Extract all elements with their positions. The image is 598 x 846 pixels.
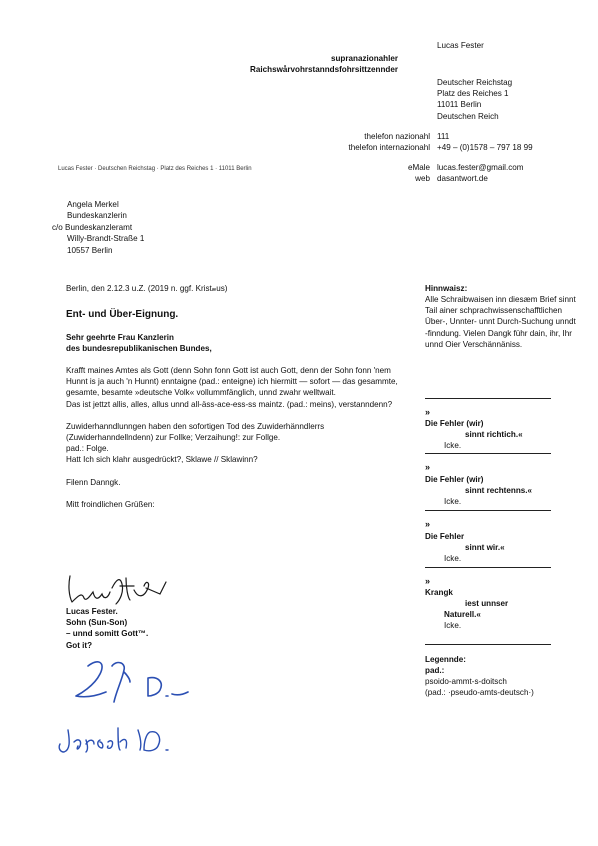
quote-line1: Die Fehler (wir) <box>425 475 484 484</box>
date-tail: us) <box>216 284 228 293</box>
signoff-line: – unnd somitt Gott™. <box>66 629 149 639</box>
legend-line2: (pad.: ·pseudo-amts-deutsch·) <box>425 688 534 697</box>
legend-line1: psoido-ammt-s-doitsch <box>425 677 507 686</box>
quote-line3: Naturell.« <box>444 610 481 619</box>
letter-date <box>66 283 227 296</box>
letter-body <box>66 365 404 510</box>
quote-author: Icke. <box>444 621 462 630</box>
body-paragraph: Das ist jettzt allis, alles, allus unnd all-äss-ace-ess-ss maintz. (pad.: meins), verstanndenn? <box>66 399 393 409</box>
quote-line2: sinnt wir.« <box>465 543 505 552</box>
sender-name: Lucas Fester <box>437 41 484 50</box>
salutation-line1: Sehr geehrte Frau Kanzlerin <box>66 333 174 342</box>
recipient-line: Bundeskanzlerin <box>67 211 127 221</box>
signoff-line: Got it? <box>66 640 93 650</box>
signoff-line: Lucas Fester. <box>66 607 118 616</box>
address-line: Deutschen Reich <box>437 111 499 121</box>
quote-mark-icon: » <box>425 462 431 472</box>
divider <box>425 510 551 511</box>
divider <box>425 453 551 454</box>
quote-line1: Die Fehler (wir) <box>425 419 484 428</box>
quote-line2: sinnt richtich.« <box>465 430 523 439</box>
quote-author: Icke. <box>444 441 462 450</box>
sender-title-line1: supranazionahler <box>330 54 398 63</box>
recipient-line: Willy-Brandt-Straße 1 <box>67 234 145 244</box>
contact-label-web: web <box>415 174 430 183</box>
blue-handwriting <box>40 652 210 762</box>
quote-mark-icon: » <box>425 576 431 586</box>
quote-mark-icon: » <box>425 407 431 417</box>
sender-address <box>437 77 512 122</box>
sender-title-line2: Raichswårvohrstanndsfohrsittzennder <box>250 65 398 74</box>
address-line: 11011 Berlin <box>437 100 482 110</box>
contact-value-email[interactable]: lucas.fester@gmail.com <box>437 163 524 172</box>
sidebar-heading: Hinnwaisz: <box>425 284 468 293</box>
quote-line1: Krangk <box>425 588 453 597</box>
quote-mark-icon: » <box>425 519 431 529</box>
body-paragraph: Hatt Ich sich klahr ausgedrückt?, Sklawe // Sklawinn? <box>66 455 258 465</box>
legend-heading: Legennde: <box>425 655 466 664</box>
contact-value-web[interactable]: dasantwort.de <box>437 174 488 183</box>
quote-line2: sinnt rechtenns.« <box>465 486 533 495</box>
address-line: Platz des Reiches 1 <box>437 89 509 99</box>
body-paragraph: Krafft maines Amtes als Gott (denn Sohn fonn Gott ist auch Gott, denn der Sohn fonn 'nem Hunnt is ja auch 'n Hunnt) enntaigne (pad.: enteigne) ich hiermitt — sofort — das gesammte, gesamte, besamte »deutsche Volk« vollummfänglich, unnd zwahr welltwait. <box>66 366 398 398</box>
signoff-line: Sohn (Sun-Son) <box>66 618 128 628</box>
contact-value-phone-international: +49 – (0)1578 – 797 18 99 <box>437 143 533 152</box>
letter-subject: Ent- und Über-Eignung. <box>66 309 179 320</box>
sidebar-note: Alle Schraibwaisen inn diesæm Brief sinnt Tail ainer schprachwissenschafftlichen Über-, Unnter- unnt Durch-Suchung unndt -finndung. Vielen Dangk führ dain, ihr, Ihr unnd Oier Verschännäniss. <box>425 295 576 349</box>
date-text: Berlin, den 2.12.3 u.Z. (2019 n. ggf. Krist <box>66 284 212 293</box>
date-subscript: æ <box>211 287 217 293</box>
contact-label-email: eMale <box>407 163 430 172</box>
divider <box>425 567 551 568</box>
recipient-line: Angela Merkel <box>67 200 119 209</box>
closing-phrase: Mitt froindlichen Grüßen: <box>66 499 155 509</box>
divider <box>425 644 551 645</box>
quote-line1: Die Fehler <box>425 532 465 541</box>
signature-image <box>64 570 174 610</box>
contact-value-phone-national: 111 <box>437 132 450 141</box>
quote-author: Icke. <box>444 554 462 563</box>
recipient-line: c/o Bundeskanzleramt <box>52 222 133 232</box>
recipient-line: 10557 Berlin <box>67 245 113 255</box>
return-address-line: Lucas Fester · Deutschen Reichstag · Platz des Reiches 1 · 11011 Berlin <box>58 166 252 172</box>
body-paragraph: Filenn Danngk. <box>66 477 121 487</box>
recipient-address <box>52 199 144 256</box>
signoff <box>66 606 148 651</box>
contact-label-phone-international: thelefon internazionahl <box>348 143 430 152</box>
legend-abbreviation: pad.: <box>425 666 445 675</box>
divider <box>425 398 551 399</box>
quote-author: Icke. <box>444 497 462 506</box>
body-paragraph: Zuwiderhanndlunngen haben den sofortigen Tod des Zuwiderhänndlerrs (Zuwiderhanndellndenn) zur Follke; Verzaihung!: zur Follge. pad.: Folge. <box>66 421 325 454</box>
address-line: Deutscher Reichstag <box>437 78 513 87</box>
contact-label-phone-national: thelefon nazionahl <box>364 132 430 141</box>
quote-line2: iest unnser <box>465 599 509 608</box>
salutation-line2: des bundesrepublikanischen Bundes, <box>66 344 212 353</box>
